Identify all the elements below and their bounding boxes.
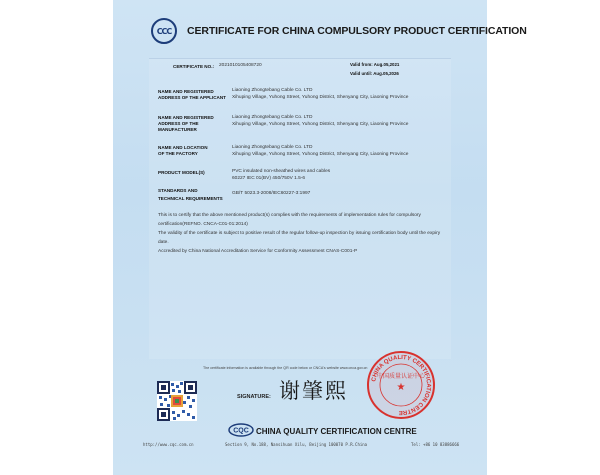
factory-name: Liaoning Zhongtebang Cable Co. LTD — [232, 145, 313, 150]
qr-code-icon — [157, 381, 197, 421]
certificate-body-panel — [149, 58, 451, 359]
validity-line-2: date. — [158, 240, 169, 245]
footer-website[interactable]: http://www.cqc.com.cn — [143, 442, 194, 447]
certificate-title: CERTIFICATE FOR CHINA COMPULSORY PRODUCT CERTIFICATION — [187, 25, 527, 37]
cqc-logo-icon — [228, 423, 254, 437]
standards-label-1: STANDARDS AND — [158, 188, 198, 193]
cqc-logo — [228, 423, 254, 442]
official-seal — [366, 350, 436, 420]
seal-icon — [366, 350, 436, 420]
factory-label-2: OF THE FACTORY — [158, 151, 198, 156]
cert-no-label: CERTIFICATE NO.: — [173, 64, 215, 69]
valid-from: Valid from: Aug.05,2021 — [350, 62, 400, 67]
applicant-label-1: NAME AND REGISTERED — [158, 89, 214, 94]
applicant-address: Xihuping Village, Yuhong Street, Yuhong District, Shenyang City, Liaoning Province — [232, 95, 409, 100]
footer — [113, 442, 487, 450]
svg-text:CQC: CQC — [233, 427, 249, 435]
manufacturer-label-2: ADDRESS OF THE — [158, 121, 199, 126]
signature-label: SIGNATURE: — [237, 394, 271, 400]
valid-until: Valid until: Aug.05,2026 — [350, 71, 399, 76]
validity-line-1: The validity of the certificate is subject to positive result of the regular follow-up inspection by issuing certification body until the expiry — [158, 231, 441, 236]
certificate-header — [113, 0, 527, 55]
signature: 谢肇熙 — [279, 379, 348, 403]
manufacturer-address: Xihuping Village, Yuhong Street, Yuhong District, Shenyang City, Liaoning Province — [232, 122, 409, 127]
standards-label-2: TECHNICAL REQUIREMENTS — [158, 196, 223, 201]
certify-line-2: certification(REFNO. CNCA-C01-01:2014) — [158, 222, 248, 227]
product-line-2: 60227 IEC 01(BV) 450/750V 1.5-6 — [232, 176, 306, 181]
issuer-name: CHINA QUALITY CERTIFICATION CENTRE — [256, 427, 417, 436]
manufacturer-name: Liaoning Zhongtebang Cable Co. LTD — [232, 115, 313, 120]
standards-value: GB/T 5023.3-2008/IEC60227-3:1997 — [232, 191, 311, 196]
verify-note: The certificate information is available through the QR code below or CNCA's website www.cnca.gov.cn — [203, 366, 368, 370]
svg-text:中国质量认证中心: 中国质量认证中心 — [376, 373, 426, 380]
applicant-label-2: ADDRESS OF THE APPLICANT — [158, 95, 226, 100]
footer-address: Section 9, No.188, Nansihuan Xilu, Beijing 100070 P.R.China — [225, 442, 368, 447]
certify-line-1: This is to certify that the above mentioned product(s) complies with the requirements of implementation rules for compulsory — [158, 213, 421, 218]
factory-label-1: NAME AND LOCATION — [158, 145, 208, 150]
certificate — [113, 0, 527, 475]
footer-phone: Tel: +86 10 83886666 — [411, 442, 460, 447]
manufacturer-label-1: NAME AND REGISTERED — [158, 115, 214, 120]
ccc-logo — [151, 18, 177, 44]
ccc-logo-text: CCC — [156, 26, 172, 36]
svg-text:CHINA QUALITY CERTIFICATION CE: CHINA QUALITY CERTIFICATION CENTRE — [371, 354, 432, 416]
svg-text:★: ★ — [396, 382, 406, 393]
product-label: PRODUCT MODEL(S) — [158, 170, 205, 175]
factory-address: Xihuping Village, Yuhong Street, Yuhong District, Shenyang City, Liaoning Province — [232, 152, 409, 157]
product-line-1: PVC insulated non-sheathed wires and cables — [232, 169, 331, 174]
accreditation-line: Accredited by China National Accreditation Service for Conformity Assessment CNAS-C001-P — [158, 249, 358, 254]
manufacturer-label-3: MANUFACTURER — [158, 127, 197, 132]
cert-no-value: 2021010105408720 — [219, 63, 262, 68]
qr-code[interactable] — [157, 381, 197, 421]
applicant-name: Liaoning Zhongtebang Cable Co. LTD — [232, 88, 313, 93]
